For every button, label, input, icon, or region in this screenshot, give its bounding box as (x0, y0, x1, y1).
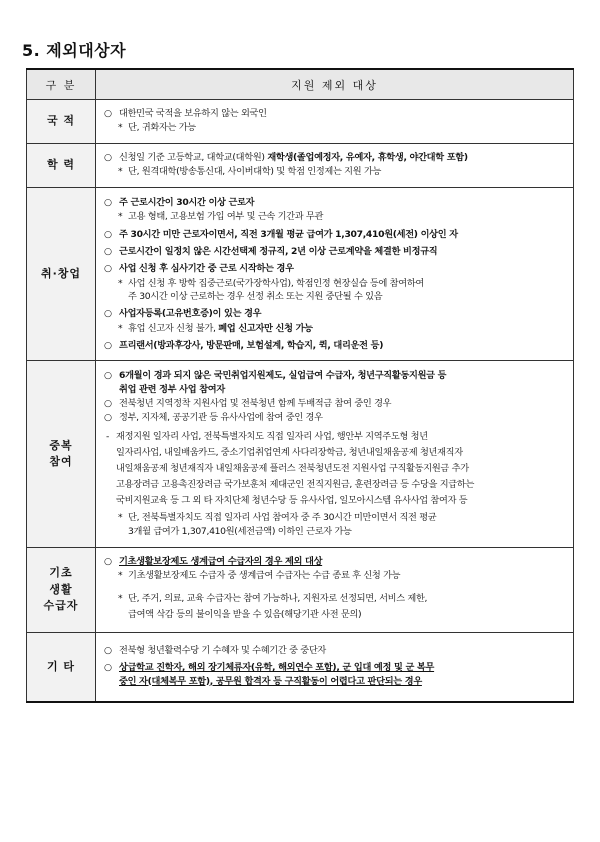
asterisk-icon: * (118, 592, 123, 604)
table-row (27, 100, 574, 144)
circle-bullet-icon: ○ (104, 412, 112, 424)
category-education: 학 력 (27, 144, 96, 188)
list-item: ○ 주 30시간 미만 근로자이면서, 직전 3개월 평균 급여가 1,307,410원(세전) 이상인 자 (104, 228, 458, 240)
content-employment (96, 188, 574, 361)
circle-bullet-icon: ○ (104, 662, 112, 674)
asterisk-icon: * (118, 322, 123, 334)
circle-bullet-icon: ○ (104, 340, 112, 352)
dash-bullet-icon: - (106, 430, 110, 442)
circle-bullet-icon: ○ (104, 398, 112, 410)
list-item: ○ 기초생활보장제도 생계급여 수급자의 경우 제외 대상 (104, 555, 323, 567)
header-category: 구 분 (27, 69, 96, 100)
circle-bullet-icon: ○ (104, 263, 112, 275)
note-item: * 기초생활보장제도 수급자 중 생계급여 수급자는 수급 종료 후 신청 가능 (118, 570, 401, 582)
list-item: ○ 전북청년 지역정착 지원사업 및 전북청년 함께 두배적금 참여 중인 경우 (104, 398, 392, 410)
list-item: ○ 프리랜서(방과후강사, 방문판매, 보험설계, 학습지, 퀵, 대리운전 등) (104, 340, 384, 352)
note-item: * 사업 신청 후 방학 집중근로(국가장학사업), 학점인정 현장실습 등에 참여하여 주 30시간 이상 근로하는 경우 선정 취소 또는 지원 중단될 수 있음 (118, 277, 424, 303)
list-item: ○ 근로시간이 일정치 않은 시간선택제 정규직, 2년 이상 근로계약을 체결한 비정규직 (104, 246, 438, 258)
list-item: ○ 사업 신청 후 심사기간 중 근로 시작하는 경우 (104, 263, 294, 275)
dash-item: - 재정지원 일자리 사업, 전북특별자치도 직접 일자리 사업, 행안부 지역주도형 청년 일자리사업, 내일배움카드, 중소기업취업연계 사다리장학금, 청년내일채움공제 청년재직자 내일채움공제 청년재직자 내일채움공제 플러스 전북청년도전 지원사업 구직활동지원금 추가 고용장려금 고용촉진장려금 국가보훈처 제대군인 전직지원금, 훈련장려금 등 수당을 지급하는 국비지원교육 등 그 외 타 자치단체 청년수당 등 유사사업, 일모아시스템 유사사업 참여자 등 (106, 430, 475, 507)
asterisk-icon: * (118, 277, 123, 289)
asterisk-icon: * (118, 570, 123, 582)
list-item: ○ 6개월이 경과 되지 않은 국민취업지원제도, 실업급여 수급자, 청년구직활동지원금 등 취업 관련 정부 사업 참여자 (104, 370, 447, 395)
table-row (27, 361, 574, 548)
circle-bullet-icon: ○ (104, 246, 112, 258)
table-row (27, 144, 574, 188)
exclusion-table (26, 68, 574, 703)
content-nationality (96, 100, 574, 144)
note-item: * 고용 형태, 고용보험 가입 여부 및 근속 기간과 무관 (118, 211, 324, 223)
category-nationality: 국 적 (27, 100, 96, 144)
asterisk-icon: * (118, 512, 123, 524)
category-basic-living: 기초 생활 수급자 (27, 547, 96, 632)
note-item: * 단, 주거, 의료, 교육 수급자는 참여 가능하나, 지원자로 선정되면, 서비스 제한, 급여액 삭감 등의 불이익을 받을 수 있음(해당기관 사전 문의) (118, 592, 428, 620)
category-duplicate: 중복 참여 (27, 361, 96, 548)
asterisk-icon: * (118, 166, 123, 177)
table-row (27, 632, 574, 702)
content-education (96, 144, 574, 188)
asterisk-icon: * (118, 122, 123, 133)
table-header-row (27, 69, 574, 100)
content-other (96, 632, 574, 702)
list-item: ○ 대한민국 국적을 보유하지 않는 외국인 (104, 107, 267, 119)
list-item: ○ 사업자등록(고유번호증)이 있는 경우 (104, 308, 262, 320)
note-item: * 휴업 신고자 신청 불가, 폐업 신고자만 신청 가능 (118, 322, 313, 334)
category-employment: 취·창업 (27, 188, 96, 361)
asterisk-icon: * (118, 211, 123, 223)
circle-bullet-icon: ○ (104, 555, 112, 567)
header-content: 지원 제외 대상 (96, 69, 574, 100)
list-item: ○ 상급학교 진학자, 해외 장기체류자(유학, 해외연수 포함), 군 입대 예정 및 군 복무 중인 자(대체복무 포함), 공무원 합격자 등 구직활동이 어렵다고 판단되는 경우 (104, 662, 435, 687)
table-row (27, 188, 574, 361)
circle-bullet-icon: ○ (104, 308, 112, 320)
circle-bullet-icon: ○ (104, 370, 112, 382)
list-item: ○ 신청일 기준 고등학교, 대학교(대학원) 재학생(졸업예정자, 유예자, 휴학생, 야간대학 포함) (104, 151, 468, 163)
content-basic-living (96, 547, 574, 632)
list-item: ○ 전북형 청년활력수당 기 수혜자 및 수혜기간 중 중단자 (104, 644, 326, 656)
section-title: 5. 제외대상자 (22, 41, 127, 60)
note-item: * 단, 귀화자는 가능 (118, 122, 196, 133)
content-duplicate (96, 361, 574, 548)
list-item: ○ 정부, 지자체, 공공기관 등 유사사업에 참여 중인 경우 (104, 412, 323, 424)
category-other: 기 타 (27, 632, 96, 702)
circle-bullet-icon: ○ (104, 644, 112, 656)
note-item: * 단, 원격대학(방송통신대, 사이버대학) 및 학점 인정제는 지원 가능 (118, 166, 382, 177)
circle-bullet-icon: ○ (104, 151, 112, 163)
list-item: ○ 주 근로시간이 30시간 이상 근로자 (104, 197, 255, 208)
circle-bullet-icon: ○ (104, 197, 112, 208)
table-row (27, 547, 574, 632)
circle-bullet-icon: ○ (104, 107, 112, 119)
note-item: * 단, 전북특별자치도 직접 일자리 사업 참여자 중 주 30시간 미만이면서 직전 평균 3개월 급여가 1,307,410원(세전금액) 이하인 근로자 가능 (118, 512, 437, 537)
circle-bullet-icon: ○ (104, 228, 112, 240)
